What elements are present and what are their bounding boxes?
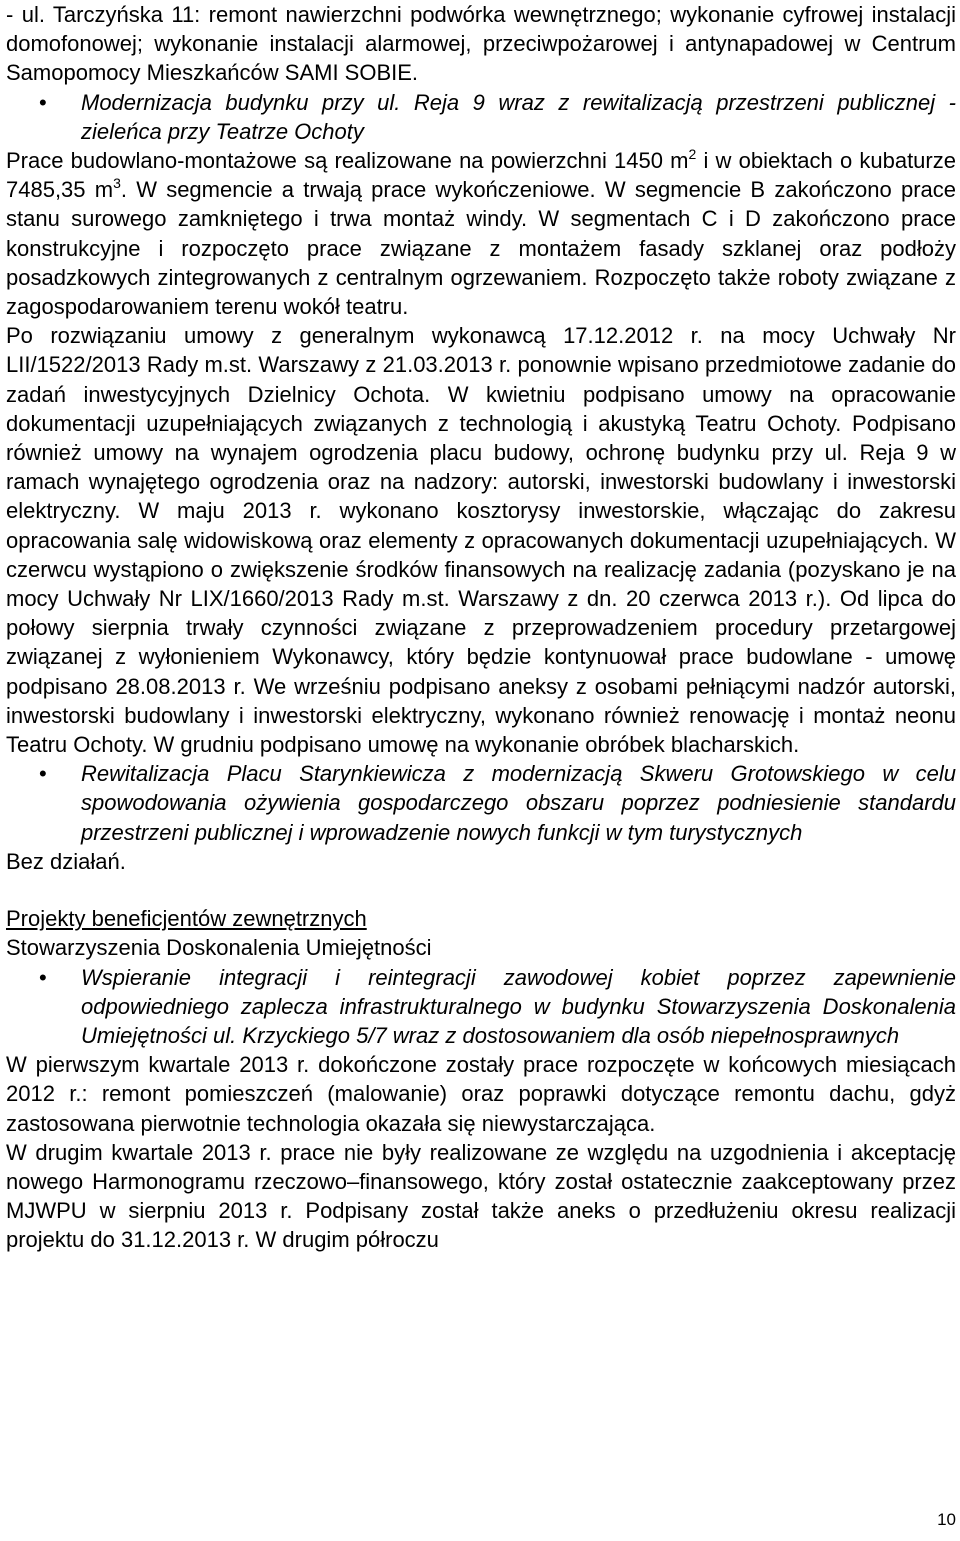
bullet-item-reja	[6, 88, 956, 146]
superscript-2: 2	[688, 146, 697, 163]
paragraph-second-quarter: W drugim kwartale 2013 r. prace nie były realizowane ze względu na uzgodnienia i akceptację nowego Harmonogramu rzeczowo–finansowego, który został ostatecznie zaakceptowany przez MJWPU w sierpniu 2013 r. Podpisany został także aneks o przedłużeniu okresu realizacji projektu do 31.12.2013 r. W drugim półroczu	[6, 1139, 956, 1253]
paragraph-text-mid: i w obiektach o kubaturze 7485,35 m	[6, 148, 956, 203]
bullet-icon: •	[39, 964, 47, 990]
paragraph-text-end: . W segmencie a trwają prace wykończeniowe. W segmencie B zakończono prace stanu surowego zamkniętego i trwa montaż windy. W segmentach C i D zakończono prace konstrukcyjne i rozpoczęto prace związane z montażem fasady szklanej oraz podłoży posadzkowych zintegrowanych z centralnym ogrzewaniem. Rozpoczęto także roboty związane z zagospodarowaniem terenu wokół teatru.	[6, 177, 956, 320]
bullet-icon: •	[39, 761, 47, 787]
section-gap	[6, 876, 956, 904]
item-heading-starynkiewicza: Rewitalizacja Placu Starynkiewicza z modernizacją Skweru Grotowskiego w celu spowodowania ożywienia gospodarczego obszaru poprzez podniesienie standardu przestrzeni publicznej i wprowadzenie nowych funkcji w tym turystycznych	[81, 761, 956, 845]
bullet-item-starynkiewicza	[6, 759, 956, 847]
superscript-3: 3	[113, 175, 121, 192]
document-page	[6, 0, 956, 1255]
item-heading-integration: Wspieranie integracji i reintegracji zawodowej kobiet poprzez zapewnienie odpowiedniego zaplecza infrastrukturalnego w budynku Stowarzyszenia Doskonalenia Umiejętności ul. Krzyckiego 5/7 wraz z dostosowaniem dla osób niepełnosprawnych	[81, 964, 956, 1048]
page-number: 10	[937, 1510, 956, 1529]
intro-paragraph: - ul. Tarczyńska 11: remont nawierzchni podwórka wewnętrznego; wykonanie cyfrowej instalacji domofonowej; wykonanie instalacji alarmowej, przeciwpożarowej i antynapadowej w Centrum Samopomocy Mieszkańców SAMI SOBIE.	[6, 2, 956, 86]
bullet-item-integration	[6, 963, 956, 1051]
paragraph-no-action: Bez działań.	[6, 848, 126, 874]
paragraph-contract-history: Po rozwiązaniu umowy z generalnym wykonawcą 17.12.2012 r. na mocy Uchwały Nr LII/1522/2013 Rady m.st. Warszawy z 21.03.2013 r. ponownie wpisano przedmiotowe zadanie do zadań inwestycyjnych Dzielnicy Ochota. W kwietniu podpisano umowy na opracowanie dokumentacji uzupełniających związanych z technologią i akustyką Teatru Ochoty. Podpisano również umowy na wynajem ogrodzenia placu budowy, ochronę budynku przy ul. Reja 9 w ramach wynajętego ogrodzenia oraz na nadzory: autorski, inwestorski budowlany i inwestorski elektryczny. W maju 2013 r. wykonano kosztorysy inwestorskie, włączając do zakresu opracowania salę widowiskową oraz elementy z opracowanych dokumentacji uzupełniających. W czerwcu wystąpiono o zwiększenie środków finansowych na realizację zadania (pozyskano je na mocy Uchwały Nr LIX/1660/2013 Rady m.st. Warszawy z dn. 20 czerwca 2013 r.). Od lipca do połowy sierpnia trwały czynności związane z przeprowadzeniem procedury przetargowej związanej z wyłonieniem Wykonawcy, który będzie kontynuował prace budowlane - umowę podpisano 28.08.2013 r. We wrześniu podpisano aneksy z osobami pełniącymi nadzór autorski, inwestorski budowlany i inwestorski elektryczny, wykonano również renowację i montaż neonu Teatru Ochoty. W grudniu podpisano umowę na wykonanie obróbek blacharskich.	[6, 323, 956, 758]
paragraph-construction-status	[6, 146, 956, 321]
paragraph-text-start: Prace budowlano-montażowe są realizowane na powierzchni 1450 m	[6, 148, 689, 174]
item-heading-reja: Modernizacja budynku przy ul. Reja 9 wraz z rewitalizacją przestrzeni publicznej - zieleńca przy Teatrze Ochoty	[81, 89, 956, 144]
paragraph-first-quarter: W pierwszym kwartale 2013 r. dokończone zostały prace rozpoczęte w końcowych miesiącach 2012 r.: remont pomieszczeń (malowanie) oraz poprawki dotyczące remontu dachu, gdyż zastosowana pierwotnie technologia okazała się niewystarczająca.	[6, 1052, 956, 1136]
bullet-icon: •	[39, 89, 47, 115]
section-subtitle-association: Stowarzyszenia Doskonalenia Umiejętności	[6, 935, 432, 961]
section-title-external-projects: Projekty beneficjentów zewnętrznych	[6, 906, 367, 932]
